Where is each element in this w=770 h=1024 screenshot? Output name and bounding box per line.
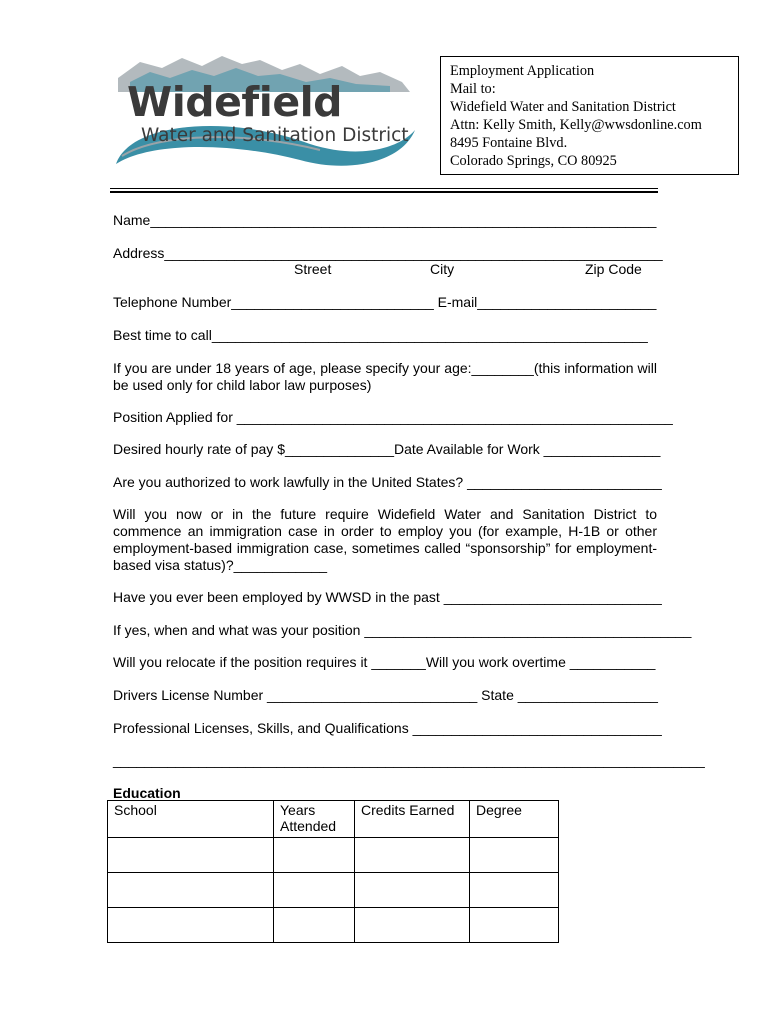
address-street-label: Street [294,261,332,277]
logo-name: Widefield [127,78,343,126]
authorized-field[interactable]: Are you authorized to work lawfully in the United States? _________________________ [113,474,662,490]
name-field[interactable]: Name_________________________________________________________________ [113,212,657,228]
mailbox-line: 8495 Fontaine Blvd. [450,135,568,151]
mailbox-line: Widefield Water and Sanitation District [450,99,676,115]
best-time-field[interactable]: Best time to call________________________________________________________ [113,327,648,343]
credits-cell[interactable] [355,838,470,873]
table-row [108,873,559,908]
credits-cell[interactable] [355,908,470,943]
qualifications-continued-line[interactable]: ____________________________________________________________________________ [113,752,705,768]
address-zip-label: Zip Code [585,261,642,277]
header-divider [110,188,658,189]
education-heading: Education [113,785,181,801]
header-divider-thick [110,191,658,193]
qualifications-field[interactable]: Professional Licenses, Skills, and Qualifications ________________________________ [113,720,662,736]
col-credits-earned: Credits Earned [355,801,470,838]
degree-cell[interactable] [470,908,559,943]
table-row [108,908,559,943]
education-table [107,800,559,943]
district-logo [110,52,420,172]
position-field[interactable]: Position Applied for ________________________________________________________ [113,409,673,425]
telephone-email-field[interactable]: Telephone Number__________________________ E-mail_______________________ [113,294,657,310]
years-cell[interactable] [274,838,355,873]
col-years-attended: Years Attended [274,801,355,838]
school-cell[interactable] [108,873,274,908]
mailbox-title: Employment Application [450,63,595,79]
previous-position-field[interactable]: If yes, when and what was your position __________________________________________ [113,622,692,638]
col-degree: Degree [470,801,559,838]
table-row [108,838,559,873]
mailbox-line: Attn: Kelly Smith, Kelly@wwsdonline.com [450,117,702,133]
credits-cell[interactable] [355,873,470,908]
degree-cell[interactable] [470,838,559,873]
school-cell[interactable] [108,838,274,873]
mailing-address-box [440,56,739,175]
education-header-row [108,801,559,838]
immigration-field[interactable]: Will you now or in the future require Widefield Water and Sanitation District to commence an immigration case in order to employ you (for example, H-1B or other employment-based immigration case, sometimes called “sponsorship” for employment-based visa status)?____________ [113,506,657,573]
degree-cell[interactable] [470,873,559,908]
pay-date-field[interactable]: Desired hourly rate of pay $______________Date Available for Work _______________ [113,441,661,457]
school-cell[interactable] [108,908,274,943]
license-state-field[interactable]: Drivers License Number ___________________________ State __________________ [113,687,658,703]
mailbox-line: Mail to: [450,81,496,97]
logo-subtitle: Water and Sanitation District [141,125,409,146]
years-cell[interactable] [274,873,355,908]
mailbox-line: Colorado Springs, CO 80925 [450,153,617,169]
relocate-overtime-field[interactable]: Will you relocate if the position requires it _______Will you work overtime ___________ [113,654,656,670]
address-city-label: City [430,261,455,277]
years-cell[interactable] [274,908,355,943]
age-field[interactable]: If you are under 18 years of age, please specify your age:________(this information will be used only for child labor law purposes) [113,360,657,393]
col-school: School [108,801,274,838]
employed-past-field[interactable]: Have you ever been employed by WWSD in the past ____________________________ [113,589,662,605]
address-field[interactable]: Address________________________________________________________________ [113,245,663,261]
